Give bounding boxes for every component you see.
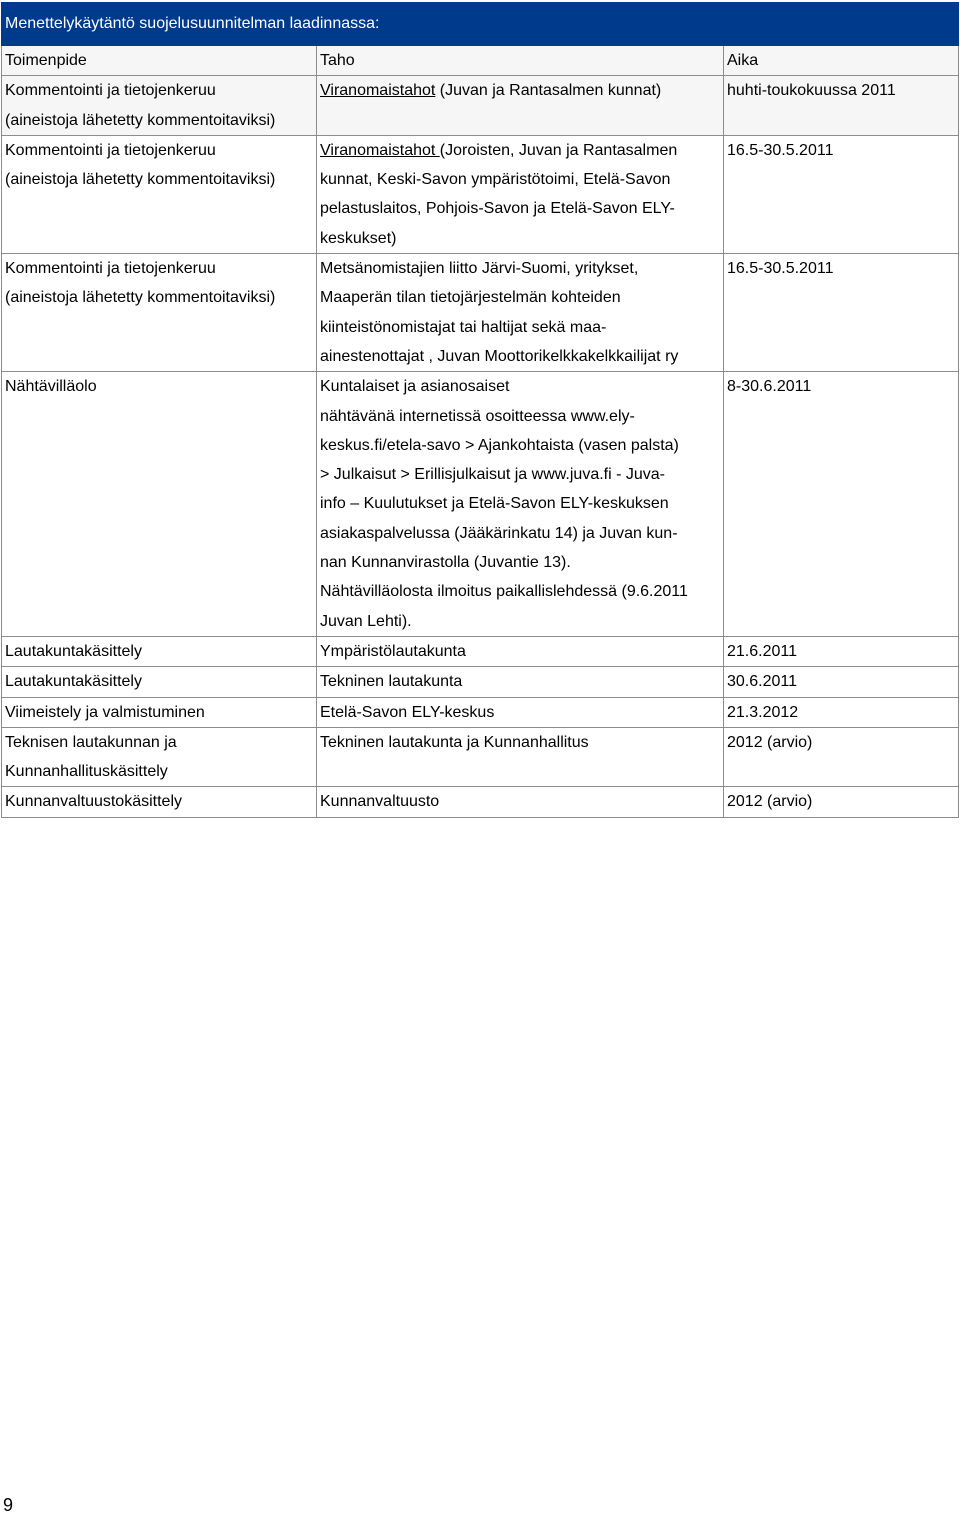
- cell-line: Kunnanvaltuusto: [320, 793, 440, 811]
- cell-taho: [317, 636, 724, 666]
- cell-toimenpide: [2, 727, 317, 787]
- cell-line: Ympäristölautakunta: [320, 642, 466, 660]
- table-row: [2, 76, 959, 136]
- cell-line: Kunnanhallituskäsittely: [5, 763, 168, 781]
- cell-line: 8-30.6.2011: [727, 378, 812, 396]
- cell-toimenpide: [2, 636, 317, 666]
- cell-line: Lautakuntakäsittely: [5, 673, 142, 691]
- table-row: [2, 372, 959, 637]
- cell-aika: [724, 787, 959, 817]
- table-row: [2, 667, 959, 697]
- cell-aika: [724, 697, 959, 727]
- cell-line: [320, 76, 723, 105]
- column-header-row: [2, 46, 959, 76]
- cell-taho: [317, 667, 724, 697]
- cell-line: Kuntalaiset ja asianosaiset: [320, 378, 510, 396]
- cell-line: 16.5-30.5.2011: [727, 260, 834, 278]
- cell-taho: [317, 135, 724, 253]
- cell-toimenpide: [2, 76, 317, 136]
- cell-line: Etelä-Savon ELY-keskus: [320, 703, 495, 721]
- cell-line: 21.6.2011: [727, 642, 797, 660]
- cell-line: Tekninen lautakunta: [320, 673, 463, 691]
- table-row: [2, 697, 959, 727]
- cell-line: kiinteistönomistajat tai haltijat sekä maa-: [320, 318, 607, 336]
- cell-aika: [724, 76, 959, 136]
- cell-line: info – Kuulutukset ja Etelä-Savon ELY-keskuksen: [320, 495, 669, 513]
- taho-underlined: Viranomaistahot: [320, 141, 440, 159]
- table-row: [2, 636, 959, 666]
- cell-toimenpide: [2, 697, 317, 727]
- cell-taho: [317, 76, 724, 136]
- cell-line: > Julkaisut > Erillisjulkaisut ja www.juva.fi - Juva-: [320, 466, 666, 484]
- table-title-row: [2, 3, 959, 46]
- cell-line: Nähtävilläolo: [5, 378, 97, 396]
- cell-toimenpide: [2, 667, 317, 697]
- cell-line: Kommentointi ja tietojenkeruu: [5, 82, 216, 100]
- page-number: 9: [3, 1495, 14, 1515]
- cell-toimenpide: [2, 372, 317, 637]
- cell-line: Teknisen lautakunnan ja: [5, 733, 177, 751]
- cell-line: Kommentointi ja tietojenkeruu: [5, 260, 216, 278]
- cell-line: 30.6.2011: [727, 673, 797, 691]
- cell-line: 2012 (arvio): [727, 793, 813, 811]
- cell-line: Lautakuntakäsittely: [5, 642, 142, 660]
- cell-taho: [317, 787, 724, 817]
- cell-line: keskukset): [320, 229, 397, 247]
- cell-line: Metsänomistajien liitto Järvi-Suomi, yritykset,: [320, 260, 639, 278]
- cell-line: [320, 136, 723, 165]
- cell-aika: [724, 667, 959, 697]
- cell-line: Viimeistely ja valmistuminen: [5, 703, 205, 721]
- cell-line: 16.5-30.5.2011: [727, 141, 834, 159]
- cell-line: ainestenottajat , Juvan Moottorikelkkakelkkailijat ry: [320, 347, 679, 365]
- cell-taho: [317, 254, 724, 372]
- table-row: [2, 787, 959, 817]
- taho-text: (Joroisten, Juvan ja Rantasalmen: [439, 141, 678, 159]
- cell-aika: [724, 135, 959, 253]
- cell-line: pelastuslaitos, Pohjois-Savon ja Etelä-Savon ELY-: [320, 200, 675, 218]
- cell-line: 21.3.2012: [727, 703, 799, 721]
- cell-line: Kommentointi ja tietojenkeruu: [5, 141, 216, 159]
- cell-line: Maaperän tilan tietojärjestelmän kohteiden: [320, 289, 621, 307]
- cell-line: nähtävänä internetissä osoitteessa www.ely-: [320, 407, 635, 425]
- cell-toimenpide: [2, 135, 317, 253]
- taho-text: (Juvan ja Rantasalmen kunnat): [439, 82, 662, 100]
- cell-toimenpide: [2, 787, 317, 817]
- column-header-aika: Aika: [724, 46, 959, 76]
- taho-underlined: Viranomaistahot: [320, 82, 436, 100]
- cell-line: asiakaspalvelussa (Jääkärinkatu 14) ja Juvan kun-: [320, 524, 678, 542]
- cell-line: (aineistoja lähetetty kommentoitaviksi): [5, 289, 276, 307]
- cell-aika: [724, 254, 959, 372]
- cell-taho: [317, 697, 724, 727]
- column-header-toimenpide: Toimenpide: [2, 46, 317, 76]
- cell-line: huhti-toukokuussa 2011: [727, 82, 896, 100]
- cell-aika: [724, 636, 959, 666]
- table-row: [2, 254, 959, 372]
- cell-line: nan Kunnanvirastolla (Juvantie 13).: [320, 554, 571, 572]
- cell-aika: [724, 372, 959, 637]
- cell-line: Nähtävilläolosta ilmoitus paikallislehdessä (9.6.2011: [320, 583, 688, 601]
- column-header-taho: Taho: [317, 46, 724, 76]
- table-title: Menettelykäytäntö suojelusuunnitelman laadinnassa:: [2, 3, 959, 46]
- table-row: [2, 135, 959, 253]
- cell-line: 2012 (arvio): [727, 733, 813, 751]
- cell-line: kunnat, Keski-Savon ympäristötoimi, Etelä-Savon: [320, 171, 671, 189]
- cell-line: Tekninen lautakunta ja Kunnanhallitus: [320, 733, 589, 751]
- cell-line: (aineistoja lähetetty kommentoitaviksi): [5, 111, 276, 129]
- cell-line: (aineistoja lähetetty kommentoitaviksi): [5, 171, 276, 189]
- cell-taho: [317, 727, 724, 787]
- table-row: [2, 727, 959, 787]
- cell-taho: [317, 372, 724, 637]
- cell-aika: [724, 727, 959, 787]
- cell-line: Juvan Lehti).: [320, 612, 412, 630]
- cell-line: Kunnanvaltuustokäsittely: [5, 793, 182, 811]
- cell-toimenpide: [2, 254, 317, 372]
- cell-line: keskus.fi/etela-savo > Ajankohtaista (vasen palsta): [320, 436, 679, 454]
- procedure-table: [1, 2, 959, 818]
